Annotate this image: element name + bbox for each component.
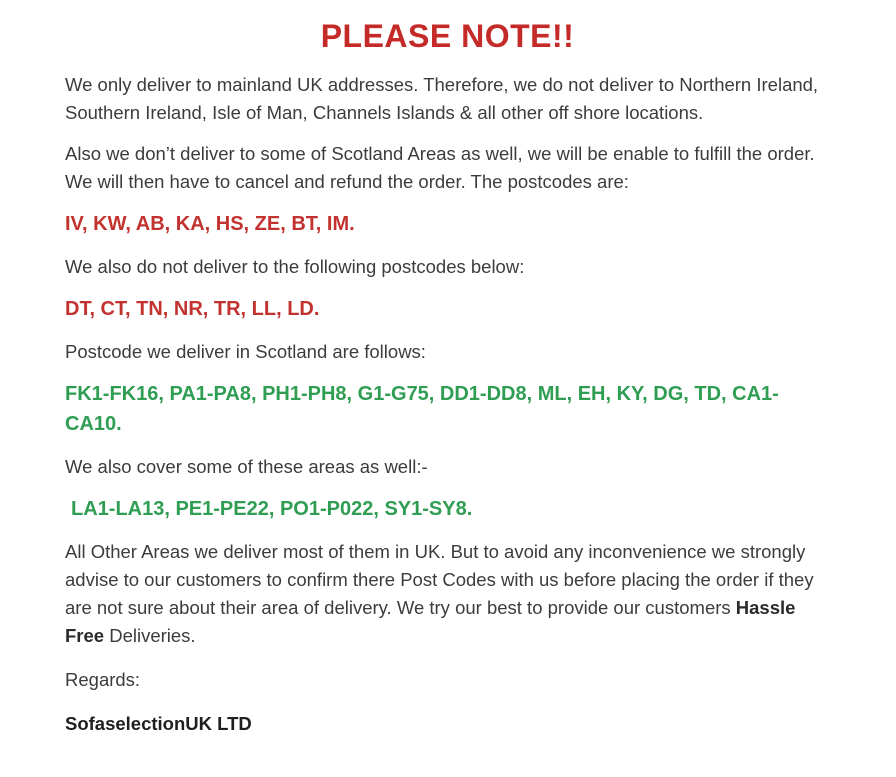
delivered-postcodes-scotland: FK1-FK16, PA1-PA8, PH1-PH8, G1-G75, DD1-DD8, ML, EH, KY, DG, TD, CA1-CA10. xyxy=(65,383,779,435)
closing-text-pre: All Other Areas we deliver most of them in UK. But to avoid any inconvenience we strongly advise to our customers to confirm there Post Codes with us before placing the order if they are not sure about their area of delivery. We try our best to provide our customers xyxy=(65,541,814,618)
para-cover-areas: We also cover some of these areas as well:- xyxy=(65,456,428,477)
para-closing xyxy=(65,538,830,650)
para-scotland-cancel-refund: Also we don’t deliver to some of Scotland Areas as well, we will be enable to fulfill the order. We will then have to cancel and refund the order. The postcodes are: xyxy=(65,143,815,192)
closing-text-post: Deliveries. xyxy=(104,625,196,646)
para-scotland-delivered: Postcode we deliver in Scotland are follows: xyxy=(65,341,426,362)
para-following-postcodes: We also do not deliver to the following postcodes below: xyxy=(65,256,525,277)
regards-text: Regards: xyxy=(65,669,141,690)
closing-text-hassle-free: Hassle Free xyxy=(65,597,796,646)
excluded-postcodes-other: DT, CT, TN, NR, TR, LL, LD. xyxy=(65,298,320,320)
page-title: PLEASE NOTE!! xyxy=(320,18,575,54)
covered-postcodes-extra: LA1-LA13, PE1-PE22, PO1-P022, SY1-SY8. xyxy=(71,498,473,520)
signature-company-name: SofaselectionUK LTD xyxy=(65,713,252,734)
para-mainland-only: We only deliver to mainland UK addresses. Therefore, we do not deliver to Northern Ireland, Southern Ireland, Isle of Man, Channels Islands & all other off shore locations. xyxy=(65,74,819,123)
excluded-postcodes-scotland: IV, KW, AB, KA, HS, ZE, BT, IM. xyxy=(65,213,355,235)
